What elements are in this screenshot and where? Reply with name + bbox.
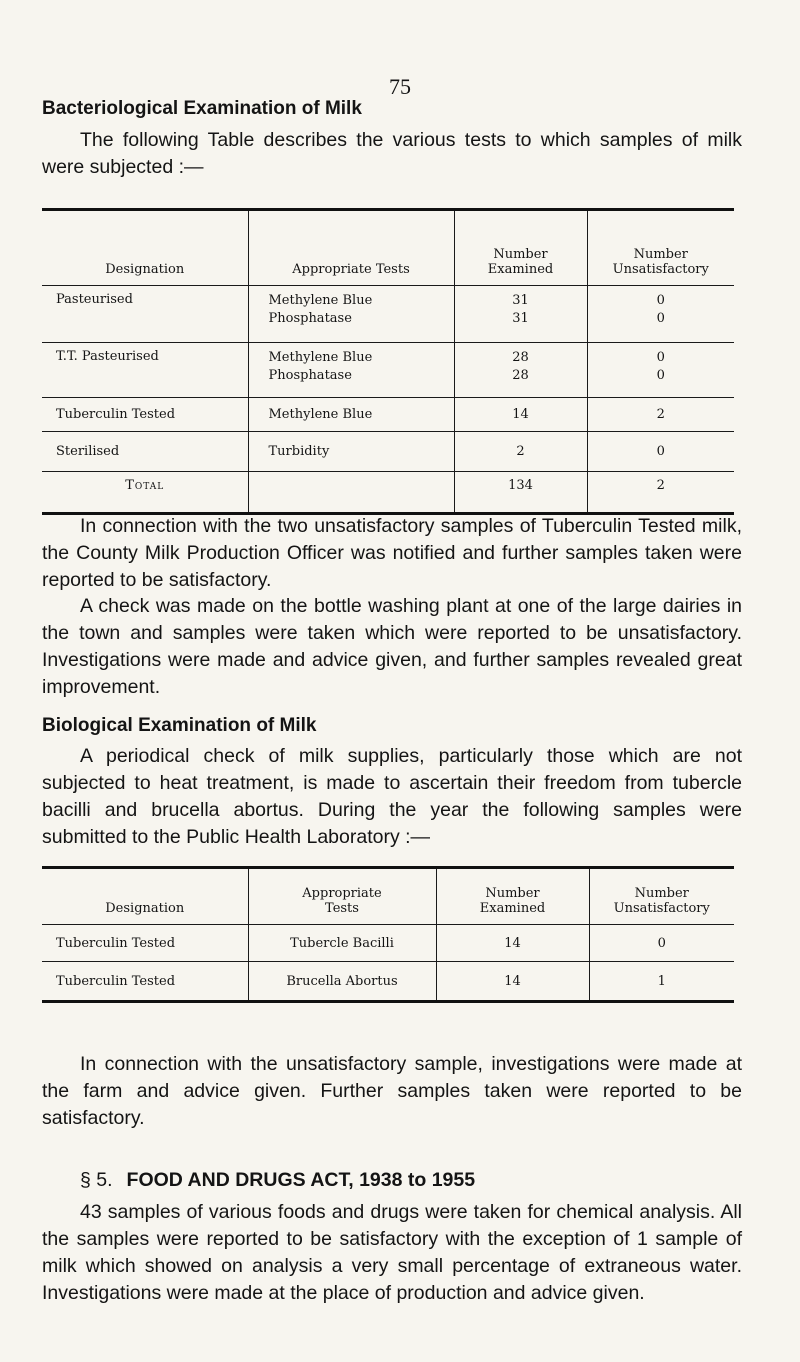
biological-paragraph-1-text: In connection with the unsatisfactory sample, investigations were made at the farm and advice given. Further samples taken were reported to be satisfactory. (42, 1053, 742, 1129)
col-header-designation: Designation (42, 868, 248, 925)
food-drugs-section-title (80, 1169, 475, 1192)
col-header-examined: Number Examined (454, 210, 587, 286)
col-header-tests: Appropriate Tests (248, 210, 454, 286)
examined-cell: 14 (436, 962, 589, 1002)
designation-cell: Sterilised (42, 432, 248, 472)
examined-cell: 14 (436, 925, 589, 962)
table-row (42, 398, 734, 432)
tests-cell: Turbidity (248, 432, 454, 472)
bacteriological-intro-text: The following Table describes the various tests to which samples of milk were subjected :— (42, 129, 742, 178)
tests-cell: Methylene Blue Phosphatase (248, 286, 454, 343)
examined-cell: 28 28 (454, 343, 587, 398)
col-header-tests: Appropriate Tests (248, 868, 436, 925)
biological-intro (42, 743, 742, 851)
total-label: Total (42, 472, 248, 514)
page-number: 75 (389, 74, 411, 99)
designation-cell: T.T. Pasteurised (42, 343, 248, 398)
bacteriological-paragraph-1-text: In connection with the two unsatisfactory samples of Tuberculin Tested milk, the County Milk Production Officer was notified and further samples taken were reported to be satisfactory. (42, 515, 742, 591)
food-drugs-paragraph (42, 1199, 742, 1307)
biological-heading: Biological Examination of Milk (42, 715, 317, 736)
unsatisfactory-cell: 0 0 (587, 343, 734, 398)
biological-paragraph-1 (42, 1051, 742, 1132)
examined-cell: 14 (454, 398, 587, 432)
table-row (42, 286, 734, 343)
designation-cell: Tuberculin Tested (42, 925, 248, 962)
designation-cell: Tuberculin Tested (42, 962, 248, 1002)
unsatisfactory-cell: 0 0 (587, 286, 734, 343)
col-header-designation: Designation (42, 210, 248, 286)
unsatisfactory-cell: 1 (589, 962, 734, 1002)
examined-cell: 2 (454, 432, 587, 472)
biological-table (42, 866, 734, 1003)
table-row (42, 925, 734, 962)
biological-intro-text: A periodical check of milk supplies, particularly those which are not subjected to heat treatment, is made to ascertain their freedom from tubercle bacilli and brucella abortus. During the year the following samples were submitted to the Public Health Laboratory :— (42, 745, 742, 848)
bacteriological-table (42, 208, 734, 515)
examined-cell: 31 31 (454, 286, 587, 343)
total-unsatisfactory: 2 (587, 472, 734, 514)
designation-cell: Tuberculin Tested (42, 398, 248, 432)
col-header-unsatisfactory: Number Unsatisfactory (587, 210, 734, 286)
bacteriological-paragraph-2 (42, 593, 742, 701)
col-header-examined: Number Examined (436, 868, 589, 925)
unsatisfactory-cell: 0 (587, 432, 734, 472)
tests-cell: Tubercle Bacilli (248, 925, 436, 962)
bacteriological-intro (42, 127, 742, 181)
section-title-text: FOOD AND DRUGS ACT, 1938 to 1955 (126, 1169, 476, 1191)
total-tests-cell (248, 472, 454, 514)
table-row (42, 343, 734, 398)
tests-cell: Methylene Blue Phosphatase (248, 343, 454, 398)
table-row (42, 962, 734, 1002)
designation-cell: Pasteurised (42, 286, 248, 343)
total-examined: 134 (454, 472, 587, 514)
food-drugs-paragraph-text: 43 samples of various foods and drugs were taken for chemical analysis. All the samples were reported to be satisfactory with the exception of 1 sample of milk which showed on analysis a very small percentage of extraneous water. Investigations were made at the place of production and advice given. (42, 1201, 742, 1304)
bacteriological-paragraph-2-text: A check was made on the bottle washing plant at one of the large dairies in the town and samples were taken which were reported to be unsatisfactory. Investigations were made and advice given, and further samples revealed great improvement. (42, 595, 742, 698)
tests-cell: Brucella Abortus (248, 962, 436, 1002)
table-row (42, 432, 734, 472)
bacteriological-paragraph-1 (42, 513, 742, 594)
col-header-unsatisfactory: Number Unsatisfactory (589, 868, 734, 925)
bacteriological-heading: Bacteriological Examination of Milk (42, 98, 362, 119)
section-number: § 5. (80, 1169, 113, 1191)
unsatisfactory-cell: 0 (589, 925, 734, 962)
unsatisfactory-cell: 2 (587, 398, 734, 432)
tests-cell: Methylene Blue (248, 398, 454, 432)
total-row (42, 472, 734, 514)
